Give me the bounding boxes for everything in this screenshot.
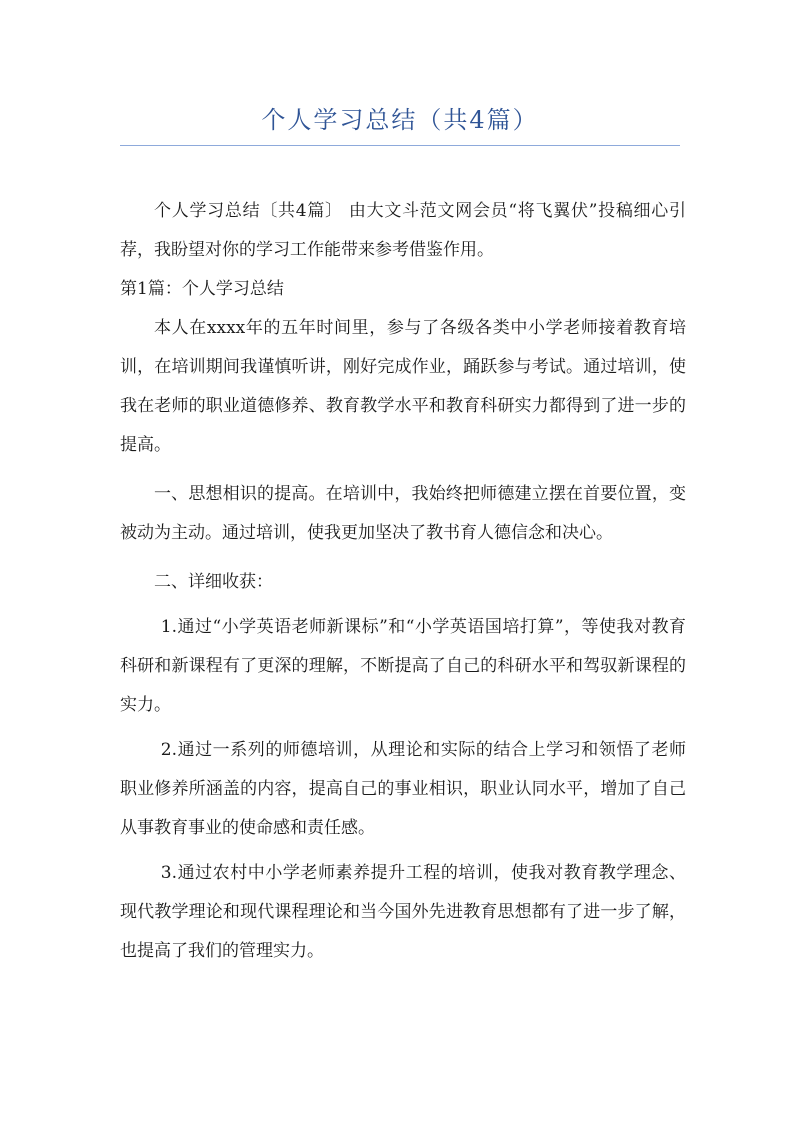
list-item: 3.通过农村中小学老师素养提升工程的培训，使我对教育教学理念、现代教学理论和现代课程理论和当今国外先进教育思想都有了进一步了解，也提高了我们的管理实力。: [120, 863, 686, 961]
body-paragraph: 一、思想相识的提高。在培训中，我始终把师德建立摆在首要位置，变被动为主动。通过培训，使我更加坚决了教书育人德信念和决心。: [120, 484, 686, 543]
title-underline: [120, 145, 680, 146]
document-title: 个人学习总结（共4篇）: [261, 106, 539, 134]
list-item: 2.通过一系列的师德培训，从理论和实际的结合上学习和领悟了老师职业修养所涵盖的内容，提高自己的事业相识，职业认同水平，增加了自己从事教育事业的使命感和责任感。: [120, 740, 686, 838]
list-item: 1.通过“小学英语老师新课标”和“小学英语国培打算”，等使我对教育科研和新课程有了更深的理解，不断提高了自己的科研水平和驾驭新课程的实力。: [120, 617, 686, 715]
document-body: [120, 192, 686, 971]
section-heading: 第1篇：个人学习总结: [120, 279, 284, 299]
body-paragraph: 本人在xxxx年的五年时间里，参与了各级各类中小学老师接着教育培训，在培训期间我谨慎听讲，刚好完成作业，踊跃参与考试。通过培训，使我在老师的职业道德修养、教育教学水平和教育科研实力都得到了进一步的提高。: [120, 318, 686, 455]
intro-paragraph: 个人学习总结〔共4篇〕 由大文斗范文网会员“将飞翼伏”投稿细心引荐，我盼望对你的学习工作能带来参考借鉴作用。: [120, 201, 686, 260]
subheading: 二、详细收获：: [154, 572, 273, 592]
